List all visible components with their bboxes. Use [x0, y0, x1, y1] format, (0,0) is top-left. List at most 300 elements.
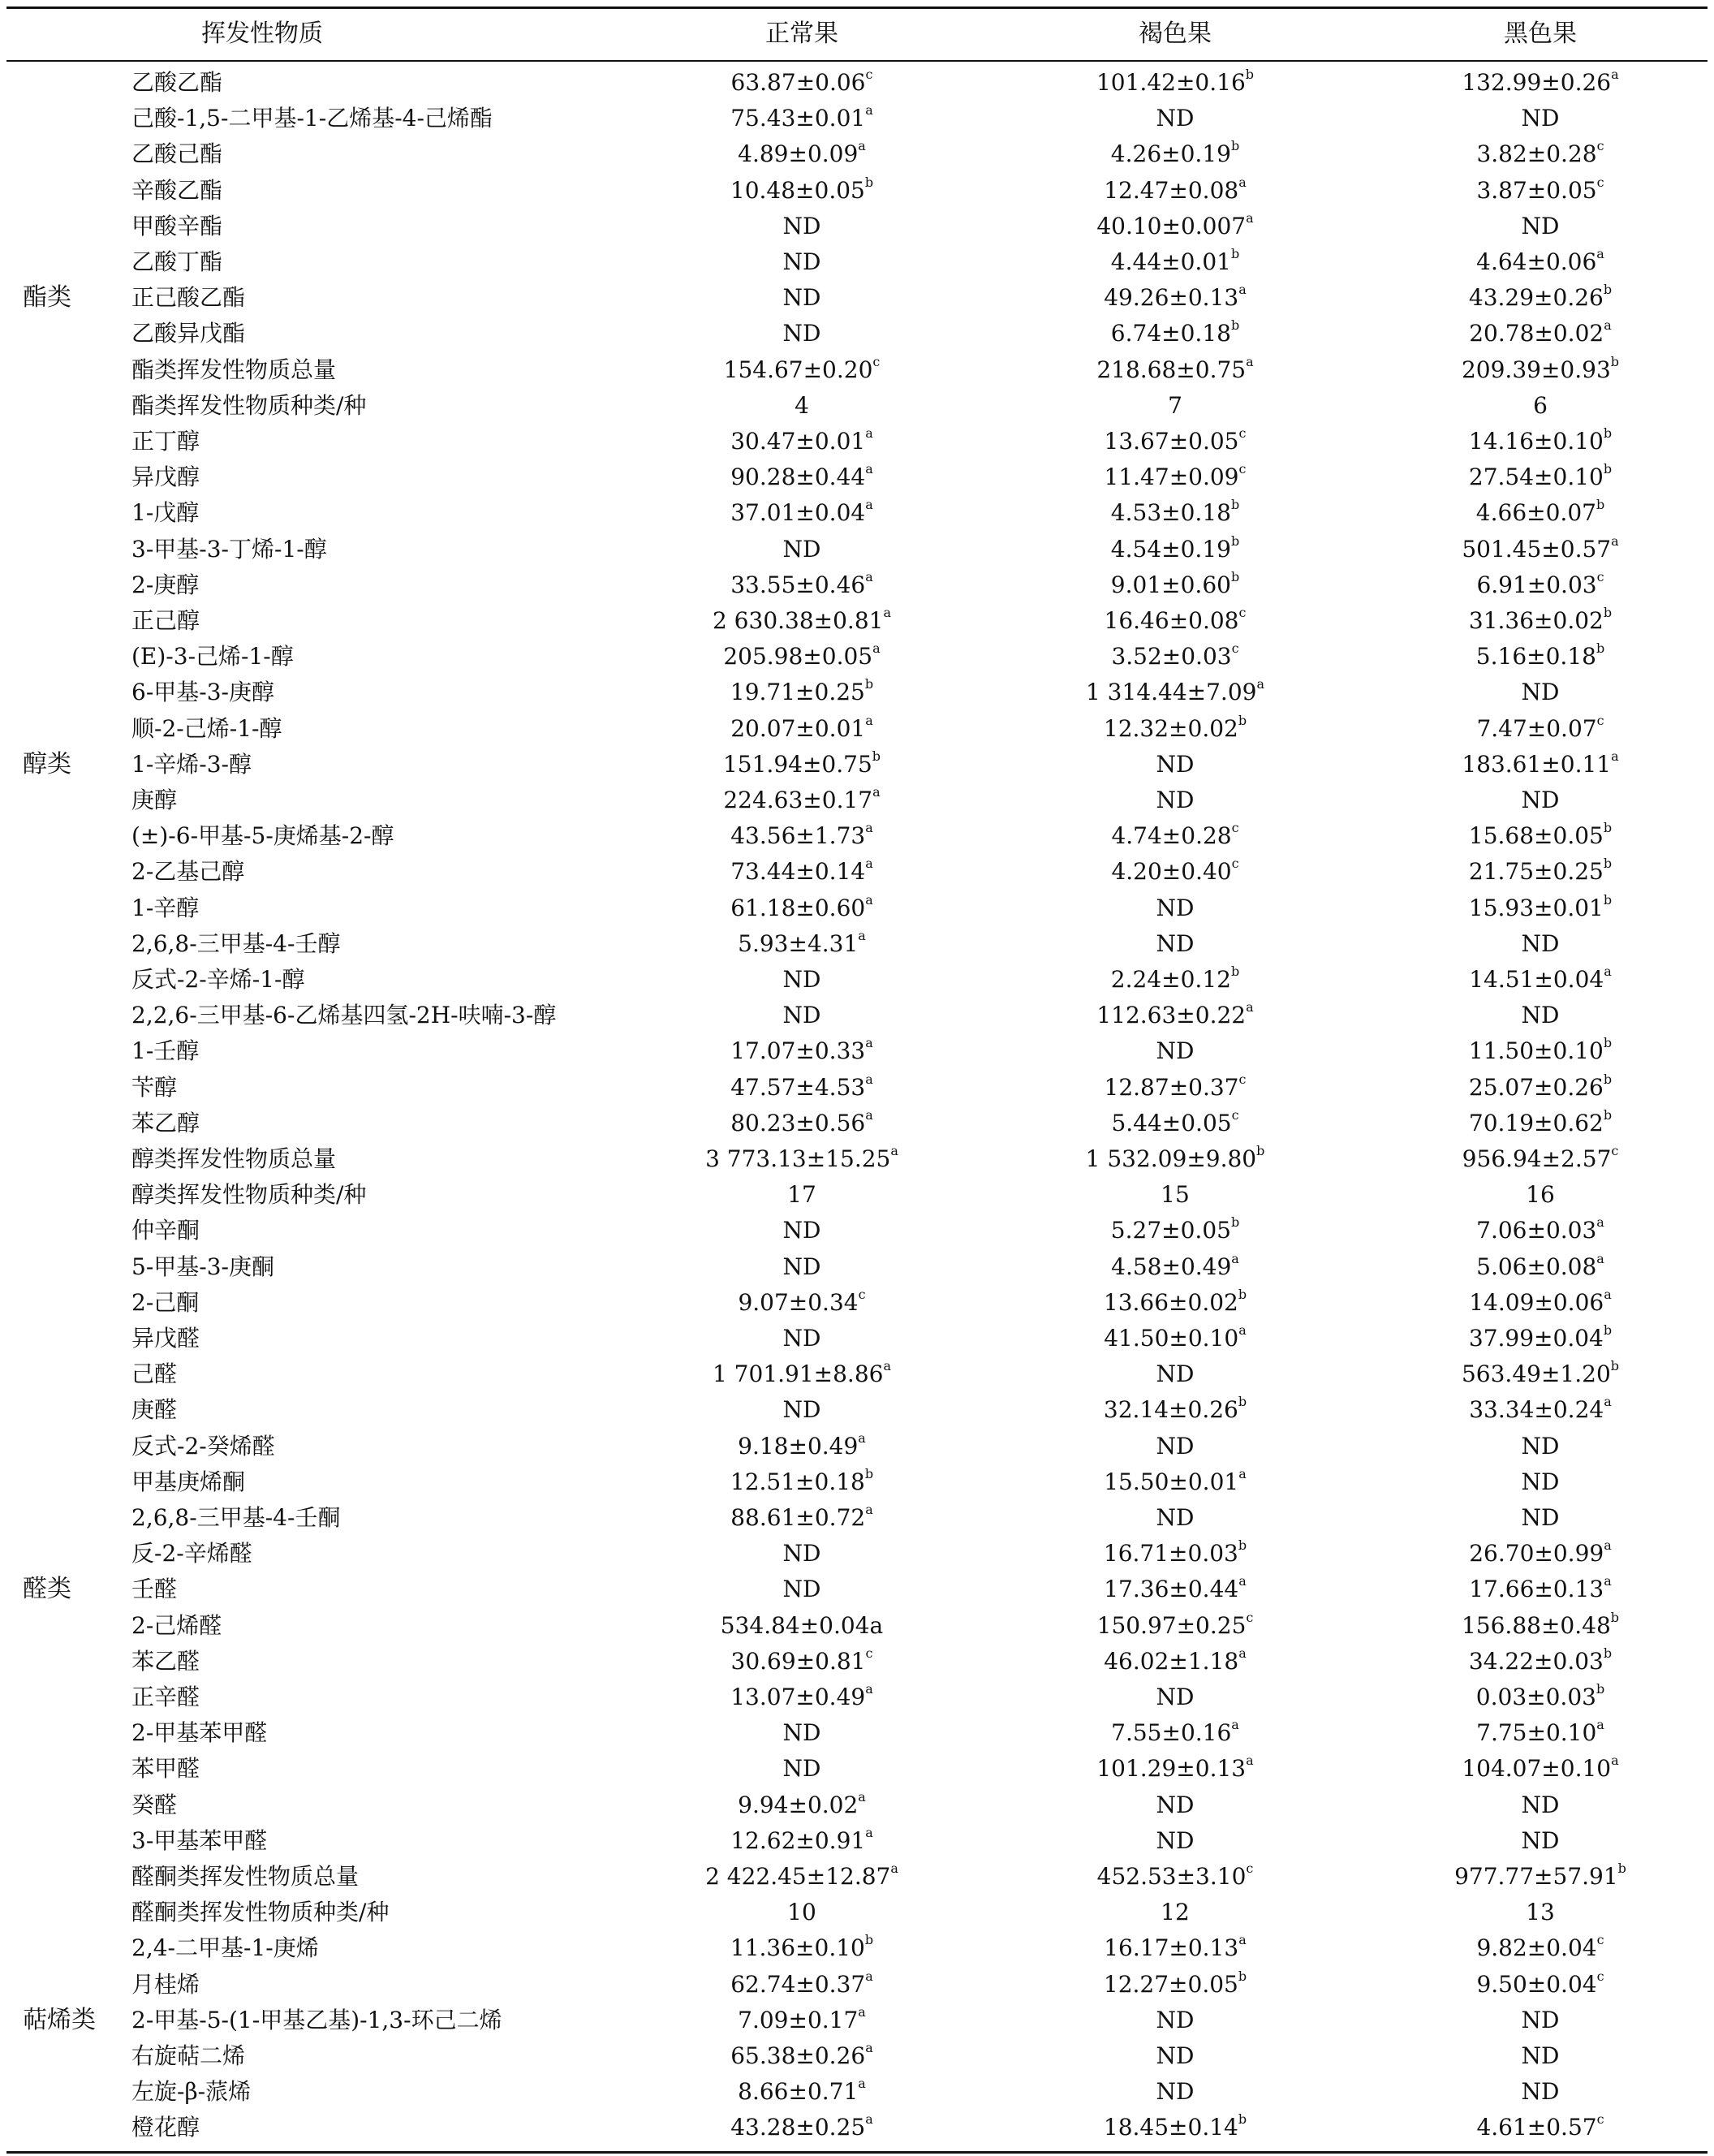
black-fruit-value: 34.22±0.03$^b$ [1468, 1645, 1613, 1675]
black-fruit-value: ND [1521, 1504, 1560, 1531]
normal-fruit-value: 75.43±0.01$^a$ [730, 102, 873, 132]
compound-name: 正丁醇 [131, 428, 200, 455]
significance-letter: b [1238, 1968, 1247, 1984]
compound-name: 反-2-辛烯醛 [131, 1540, 252, 1567]
brown-fruit-value: 49.26±0.13$^a$ [1104, 282, 1247, 312]
table-row [6, 854, 1708, 890]
normal-fruit-value: 9.94±0.02$^a$ [738, 1788, 866, 1818]
normal-fruit-value: ND [782, 1217, 821, 1244]
black-fruit-value: 14.51±0.04$^a$ [1469, 964, 1612, 993]
black-fruit-value: 5.06±0.08$^a$ [1476, 1250, 1604, 1280]
significance-letter: b [1230, 246, 1240, 261]
significance-letter: a [1611, 67, 1619, 82]
black-fruit-value: 37.99±0.04$^b$ [1468, 1322, 1613, 1352]
black-fruit-value: 21.75±0.25$^b$ [1468, 856, 1613, 886]
table-row [6, 747, 1708, 783]
compound-name: 乙酸己酯 [131, 140, 223, 168]
black-fruit-value: 7.06±0.03$^a$ [1476, 1214, 1604, 1244]
normal-fruit-value: ND [782, 320, 821, 347]
black-fruit-value: 209.39±0.93$^b$ [1461, 353, 1620, 383]
table-row [6, 890, 1708, 926]
normal-fruit-value: 9.18±0.49$^a$ [738, 1429, 866, 1460]
table-row [6, 639, 1708, 675]
normal-fruit-value: 65.38±0.26$^a$ [730, 2040, 873, 2069]
compound-name: 辛酸乙酯 [131, 176, 223, 204]
black-fruit-value: 14.16±0.10$^b$ [1468, 425, 1613, 455]
normal-fruit-value: ND [782, 1719, 821, 1747]
significance-letter: a [865, 2111, 873, 2128]
significance-letter: c [1246, 1609, 1254, 1625]
significance-letter: b [864, 174, 874, 190]
significance-letter: c [865, 1645, 873, 1661]
black-fruit-value: 3.82±0.28$^c$ [1476, 138, 1604, 168]
table-row [6, 1356, 1708, 1392]
table-row [6, 1572, 1708, 1607]
significance-letter: b [1603, 891, 1613, 908]
significance-letter: b [1230, 1214, 1240, 1231]
table-row [6, 783, 1708, 818]
normal-fruit-value: 10.48±0.05$^b$ [730, 174, 874, 204]
brown-fruit-value: 112.63±0.22$^a$ [1096, 999, 1254, 1029]
brown-fruit-value: 18.45±0.14$^b$ [1103, 2111, 1247, 2141]
table-row [6, 711, 1708, 747]
significance-letter: b [1596, 497, 1605, 513]
brown-fruit-value: ND [1156, 1432, 1195, 1460]
brown-fruit-value: 4.26±0.19$^b$ [1110, 138, 1240, 168]
black-fruit-value: 6 [1533, 391, 1548, 419]
black-fruit-value: 33.34±0.24$^a$ [1469, 1394, 1612, 1424]
compound-name: 橙花醇 [131, 2114, 200, 2141]
brown-fruit-value: 2.24±0.12$^b$ [1110, 964, 1240, 993]
significance-letter: a [1231, 1717, 1239, 1733]
significance-letter: b [864, 1932, 874, 1948]
brown-fruit-value: 4.44±0.01$^b$ [1110, 246, 1240, 275]
brown-fruit-value: 12.27±0.05$^b$ [1103, 1968, 1247, 1998]
normal-fruit-value: 4.89±0.09$^a$ [738, 138, 866, 168]
significance-letter: b [1603, 425, 1613, 441]
category-label: 酯类 [23, 283, 71, 313]
compound-name: (E)-3-己烯-1-醇 [131, 643, 294, 671]
normal-fruit-value: 20.07±0.01$^a$ [730, 712, 873, 742]
black-fruit-value: ND [1521, 2078, 1560, 2106]
brown-fruit-value: 4.74±0.28$^c$ [1111, 820, 1239, 850]
normal-fruit-value: 43.28±0.25$^a$ [730, 2111, 873, 2141]
significance-letter: a [865, 102, 873, 119]
table-row [6, 532, 1708, 567]
compound-name: 酯类挥发性物质总量 [131, 356, 337, 383]
brown-fruit-value: 101.29±0.13$^a$ [1096, 1753, 1254, 1783]
normal-fruit-value: 13.07±0.49$^a$ [730, 1681, 873, 1710]
table-row [6, 209, 1708, 244]
compound-name: 3-甲基苯甲醛 [131, 1826, 268, 1854]
significance-letter: b [864, 1465, 874, 1481]
table-row [6, 1429, 1708, 1464]
normal-fruit-value: ND [782, 1576, 821, 1603]
brown-fruit-value: 101.42±0.16$^b$ [1096, 67, 1255, 96]
brown-fruit-value: 16.71±0.03$^b$ [1103, 1537, 1247, 1567]
black-fruit-value: 9.82±0.04$^c$ [1476, 1932, 1604, 1962]
compound-name: 1-辛醇 [131, 894, 200, 921]
brown-fruit-value: 13.66±0.02$^b$ [1103, 1286, 1247, 1316]
brown-fruit-value: 3.52±0.03$^c$ [1111, 640, 1239, 671]
black-fruit-value: 563.49±1.20$^b$ [1461, 1358, 1620, 1388]
table-row [6, 567, 1708, 603]
table-row [6, 1464, 1708, 1500]
compound-name: 仲辛酮 [131, 1217, 200, 1244]
black-fruit-value: 9.50±0.04$^c$ [1476, 1968, 1604, 1998]
significance-letter: b [1230, 533, 1240, 549]
compound-name: 1-辛烯-3-醇 [131, 750, 252, 778]
normal-fruit-value: 88.61±0.72$^a$ [730, 1502, 873, 1531]
brown-fruit-value: 4.53±0.18$^b$ [1110, 497, 1240, 527]
normal-fruit-value: 205.98±0.05$^a$ [723, 640, 881, 671]
significance-letter: a [865, 1502, 873, 1517]
significance-letter: b [872, 748, 881, 764]
black-fruit-value: 31.36±0.02$^b$ [1468, 605, 1613, 634]
compound-name: 2,4-二甲基-1-庚烯 [131, 1934, 319, 1962]
significance-letter: b [864, 676, 874, 692]
significance-letter: a [858, 1429, 866, 1446]
table-row [6, 1321, 1708, 1356]
significance-letter: c [1596, 1968, 1604, 1984]
brown-fruit-value: ND [1156, 750, 1195, 778]
table-row [6, 1895, 1708, 1930]
significance-letter: a [865, 425, 873, 441]
significance-letter: a [1604, 1573, 1612, 1589]
black-fruit-value: 15.68±0.05$^b$ [1468, 820, 1613, 850]
compound-name: 反式-2-癸烯醛 [131, 1432, 275, 1460]
significance-letter: b [1603, 1035, 1613, 1051]
compound-name: 癸醛 [131, 1791, 178, 1818]
significance-letter: a [1238, 1932, 1247, 1948]
brown-fruit-value: 12.32±0.02$^b$ [1103, 712, 1247, 742]
significance-letter: a [1604, 1394, 1612, 1410]
brown-fruit-value: 218.68±0.75$^a$ [1096, 353, 1254, 383]
significance-letter: b [1610, 353, 1620, 369]
compound-name: 醇类挥发性物质种类/种 [131, 1181, 367, 1209]
compound-name: 甲基庚烯酮 [131, 1468, 246, 1495]
compound-name: 异戊醇 [131, 464, 200, 491]
significance-letter: c [872, 353, 881, 369]
black-fruit-value: 5.16±0.18$^b$ [1475, 640, 1605, 671]
table-row [6, 818, 1708, 854]
significance-letter: a [1246, 999, 1254, 1015]
category-label: 萜烯类 [23, 2005, 96, 2034]
compound-name: 苄醇 [131, 1073, 178, 1101]
normal-fruit-value: 30.47±0.01$^a$ [730, 425, 873, 455]
brown-fruit-value: 15.50±0.01$^a$ [1104, 1465, 1247, 1495]
significance-letter: b [1603, 1645, 1613, 1661]
significance-letter: c [1238, 605, 1247, 620]
significance-letter: b [1603, 461, 1613, 477]
compound-name: 乙酸异戊酯 [131, 320, 246, 347]
significance-letter: a [865, 497, 873, 513]
black-fruit-value: ND [1521, 929, 1560, 957]
brown-fruit-value: ND [1156, 1791, 1195, 1818]
significance-letter: b [1610, 1358, 1620, 1374]
significance-letter: a [1246, 353, 1254, 369]
significance-letter: a [1604, 317, 1612, 334]
table-row [6, 316, 1708, 351]
table-row [6, 1106, 1708, 1141]
significance-letter: a [1238, 1465, 1247, 1481]
significance-letter: c [1238, 1071, 1247, 1087]
table-row [6, 101, 1708, 136]
top-rule [6, 6, 1708, 9]
table-row [6, 244, 1708, 280]
black-fruit-value: 501.45±0.57$^a$ [1462, 533, 1619, 563]
normal-fruit-value: 10 [787, 1899, 816, 1926]
significance-letter: b [1230, 964, 1240, 979]
brown-fruit-value: 16.17±0.13$^a$ [1104, 1932, 1247, 1962]
brown-fruit-value: 1 314.44±7.09$^a$ [1085, 676, 1265, 706]
normal-fruit-value: 534.84±0.04a [720, 1611, 884, 1639]
normal-fruit-value: 61.18±0.60$^a$ [730, 891, 873, 921]
category-label: 醇类 [23, 749, 71, 778]
header-compound: 挥发性物质 [201, 19, 323, 48]
table-row [6, 1213, 1708, 1248]
header-normal-fruit: 正常果 [765, 19, 838, 48]
normal-fruit-value: 3 773.13±15.25$^a$ [705, 1143, 898, 1172]
brown-fruit-value: 32.14±0.26$^b$ [1103, 1394, 1247, 1424]
compound-name: 1-壬醇 [131, 1037, 200, 1065]
compound-name: 2-乙基己醇 [131, 858, 245, 886]
normal-fruit-value: 80.23±0.56$^a$ [730, 1106, 873, 1136]
normal-fruit-value: ND [782, 284, 821, 312]
compound-name: 异戊醛 [131, 1325, 200, 1352]
normal-fruit-value: ND [782, 1396, 821, 1424]
significance-letter: b [1230, 497, 1240, 513]
significance-letter: a [865, 891, 873, 908]
compound-name: 苯乙醛 [131, 1647, 200, 1675]
compound-name: 乙酸丁酯 [131, 248, 223, 275]
compound-name: 2,6,8-三甲基-4-壬酮 [131, 1504, 341, 1531]
significance-letter: c [1611, 1143, 1619, 1158]
table-row [6, 1141, 1708, 1177]
significance-letter: c [1596, 138, 1604, 154]
table-row [6, 2110, 1708, 2145]
black-fruit-value: 70.19±0.62$^b$ [1468, 1106, 1613, 1136]
black-fruit-value: 4.61±0.57$^c$ [1476, 2111, 1604, 2141]
brown-fruit-value: ND [1156, 2006, 1195, 2033]
significance-letter: b [1596, 640, 1605, 657]
significance-letter: b [1603, 820, 1613, 836]
table-row [6, 424, 1708, 459]
table-row [6, 1787, 1708, 1823]
significance-letter: a [865, 820, 873, 836]
brown-fruit-value: 15 [1161, 1181, 1190, 1209]
table-row [6, 136, 1708, 172]
header-black-fruit: 黑色果 [1504, 19, 1577, 48]
header-row [6, 11, 1708, 57]
significance-letter: a [858, 138, 866, 154]
black-fruit-value: 6.91±0.03$^c$ [1476, 568, 1604, 598]
significance-letter: a [1596, 246, 1604, 261]
brown-fruit-value: ND [1156, 1684, 1195, 1710]
normal-fruit-value: 43.56±1.73$^a$ [730, 820, 873, 850]
black-fruit-value: 7.47±0.07$^c$ [1476, 712, 1604, 742]
black-fruit-value: 15.93±0.01$^b$ [1468, 891, 1613, 921]
significance-letter: a [865, 2040, 873, 2055]
compound-name: 醛酮类挥发性物质种类/种 [131, 1899, 390, 1926]
significance-letter: b [1238, 1394, 1247, 1410]
significance-letter: a [858, 927, 866, 943]
table-row [6, 2038, 1708, 2074]
brown-fruit-value: 16.46±0.08$^c$ [1104, 605, 1247, 634]
brown-fruit-value: ND [1156, 105, 1195, 132]
normal-fruit-value: 8.66±0.71$^a$ [738, 2076, 866, 2106]
significance-letter: a [1611, 1753, 1619, 1769]
normal-fruit-value: 73.44±0.14$^a$ [730, 856, 873, 886]
normal-fruit-value: 7.09±0.17$^a$ [738, 2003, 866, 2033]
black-fruit-value: 20.78±0.02$^a$ [1469, 317, 1612, 347]
significance-letter: b [1603, 1106, 1613, 1123]
significance-letter: a [1238, 1573, 1247, 1589]
significance-letter: a [883, 1358, 892, 1374]
brown-fruit-value: ND [1156, 1360, 1195, 1388]
brown-fruit-value: 1 532.09±9.80$^b$ [1085, 1143, 1265, 1172]
compound-name: 乙酸乙酯 [131, 69, 223, 96]
significance-letter: c [1596, 2111, 1604, 2128]
table-row [6, 1644, 1708, 1680]
brown-fruit-value: 150.97±0.25$^c$ [1096, 1609, 1254, 1639]
category-label: 醛类 [23, 1575, 71, 1604]
brown-fruit-value: 4.20±0.40$^c$ [1111, 856, 1239, 886]
brown-fruit-value: 12.47±0.08$^a$ [1104, 174, 1247, 204]
normal-fruit-value: ND [782, 212, 821, 239]
black-fruit-value: ND [1521, 212, 1560, 239]
significance-letter: a [865, 1681, 873, 1697]
significance-letter: c [1246, 1861, 1254, 1876]
compound-name: 2-甲基苯甲醛 [131, 1719, 268, 1747]
significance-letter: a [890, 1861, 898, 1876]
black-fruit-value: 0.03±0.03$^b$ [1475, 1681, 1605, 1710]
brown-fruit-value: 5.27±0.05$^b$ [1110, 1214, 1240, 1244]
significance-letter: b [1230, 568, 1240, 584]
significance-letter: c [1596, 712, 1604, 728]
black-fruit-value: 26.70±0.99$^a$ [1469, 1537, 1612, 1567]
black-fruit-value: 11.50±0.10$^b$ [1468, 1035, 1613, 1065]
compound-name: 6-甲基-3-庚醇 [131, 679, 275, 706]
bottom-rule [6, 2151, 1708, 2154]
black-fruit-value: ND [1521, 1002, 1560, 1029]
compound-name: 2,6,8-三甲基-4-壬醇 [131, 929, 341, 957]
compound-name: 正辛醛 [131, 1684, 200, 1710]
normal-fruit-value: 12.51±0.18$^b$ [730, 1465, 874, 1495]
table-row [6, 1249, 1708, 1285]
normal-fruit-value: 11.36±0.10$^b$ [730, 1932, 874, 1962]
normal-fruit-value: 2 630.38±0.81$^a$ [712, 605, 892, 634]
table-row [6, 1715, 1708, 1751]
significance-letter: b [1238, 2111, 1247, 2128]
significance-letter: b [1238, 1286, 1247, 1302]
significance-letter: c [1596, 568, 1604, 584]
significance-letter: a [865, 568, 873, 584]
brown-fruit-value: 12 [1161, 1899, 1190, 1926]
black-fruit-value: 17.66±0.13$^a$ [1469, 1573, 1612, 1603]
compound-name: 2-己烯醛 [131, 1611, 222, 1639]
significance-letter: c [858, 1286, 866, 1302]
compound-name: 壬醛 [131, 1576, 178, 1603]
significance-letter: c [1231, 856, 1239, 872]
significance-letter: b [1603, 605, 1613, 620]
brown-fruit-value: 6.74±0.18$^b$ [1110, 317, 1240, 347]
significance-letter: a [858, 2003, 866, 2020]
normal-fruit-value: ND [782, 1540, 821, 1567]
table-row [6, 1033, 1708, 1069]
black-fruit-value: 132.99±0.26$^a$ [1462, 67, 1619, 96]
black-fruit-value: 977.77±57.91$^b$ [1454, 1861, 1626, 1890]
compound-name: 5-甲基-3-庚酮 [131, 1253, 275, 1280]
significance-letter: a [1604, 964, 1612, 979]
brown-fruit-value: 13.67±0.05$^c$ [1104, 425, 1247, 455]
compound-name: 庚醛 [131, 1396, 178, 1424]
normal-fruit-value: 90.28±0.44$^a$ [730, 461, 873, 491]
black-fruit-value: 7.75±0.10$^a$ [1476, 1717, 1604, 1747]
compound-name: 1-戊醇 [131, 499, 200, 527]
header-brown-fruit: 褐色果 [1139, 19, 1212, 48]
brown-fruit-value: ND [1156, 929, 1195, 957]
table-row [6, 1930, 1708, 1966]
black-fruit-value: 27.54±0.10$^b$ [1468, 461, 1613, 491]
normal-fruit-value: ND [782, 1253, 821, 1280]
black-fruit-value: 183.61±0.11$^a$ [1462, 748, 1619, 778]
table-row [6, 1859, 1708, 1895]
brown-fruit-value: 9.01±0.60$^b$ [1110, 568, 1240, 598]
significance-letter: a [1231, 1250, 1239, 1266]
black-fruit-value: ND [1521, 2042, 1560, 2069]
brown-fruit-value: ND [1156, 2078, 1195, 2106]
brown-fruit-value: 4.54±0.19$^b$ [1110, 533, 1240, 563]
black-fruit-value: 43.29±0.26$^b$ [1468, 282, 1613, 312]
table-row [6, 998, 1708, 1033]
black-fruit-value: 956.94±2.57$^c$ [1462, 1143, 1619, 1172]
significance-letter: a [865, 856, 873, 872]
black-fruit-value: 14.09±0.06$^a$ [1469, 1286, 1612, 1316]
significance-letter: b [1603, 282, 1613, 298]
compound-name: 右旋萜二烯 [131, 2042, 246, 2069]
black-fruit-value: 156.88±0.48$^b$ [1461, 1609, 1620, 1639]
significance-letter: a [858, 1788, 866, 1805]
significance-letter: a [1246, 209, 1254, 226]
compound-name: 甲酸辛酯 [131, 212, 223, 239]
compound-name: 2-庚醇 [131, 571, 200, 598]
significance-letter: a [865, 1035, 873, 1051]
black-fruit-value: ND [1521, 105, 1560, 132]
compound-name: 苯乙醇 [131, 1109, 200, 1136]
black-fruit-value: 25.07±0.26$^b$ [1468, 1071, 1613, 1101]
brown-fruit-value: 40.10±0.007$^a$ [1096, 209, 1254, 239]
significance-letter: a [1604, 1537, 1612, 1554]
normal-fruit-value: 30.69±0.81$^c$ [730, 1645, 873, 1675]
significance-letter: a [865, 1106, 873, 1123]
brown-fruit-value: 5.44±0.05$^c$ [1111, 1106, 1239, 1136]
significance-letter: a [872, 784, 881, 800]
significance-letter: a [1256, 676, 1265, 692]
significance-letter: b [1230, 317, 1240, 334]
brown-fruit-value: 12.87±0.37$^c$ [1104, 1071, 1247, 1101]
black-fruit-value: ND [1521, 2006, 1560, 2033]
black-fruit-value: 104.07±0.10$^a$ [1462, 1753, 1619, 1783]
significance-letter: b [1617, 1861, 1626, 1876]
significance-letter: c [1596, 174, 1604, 190]
table-row [6, 1392, 1708, 1428]
black-fruit-value: 16 [1526, 1181, 1555, 1209]
compound-name: 己酸-1,5-二甲基-1-乙烯基-4-己烯酯 [131, 105, 493, 132]
significance-letter: a [1246, 1753, 1254, 1769]
significance-letter: b [1256, 1143, 1265, 1158]
compound-name: 己醛 [131, 1360, 178, 1388]
